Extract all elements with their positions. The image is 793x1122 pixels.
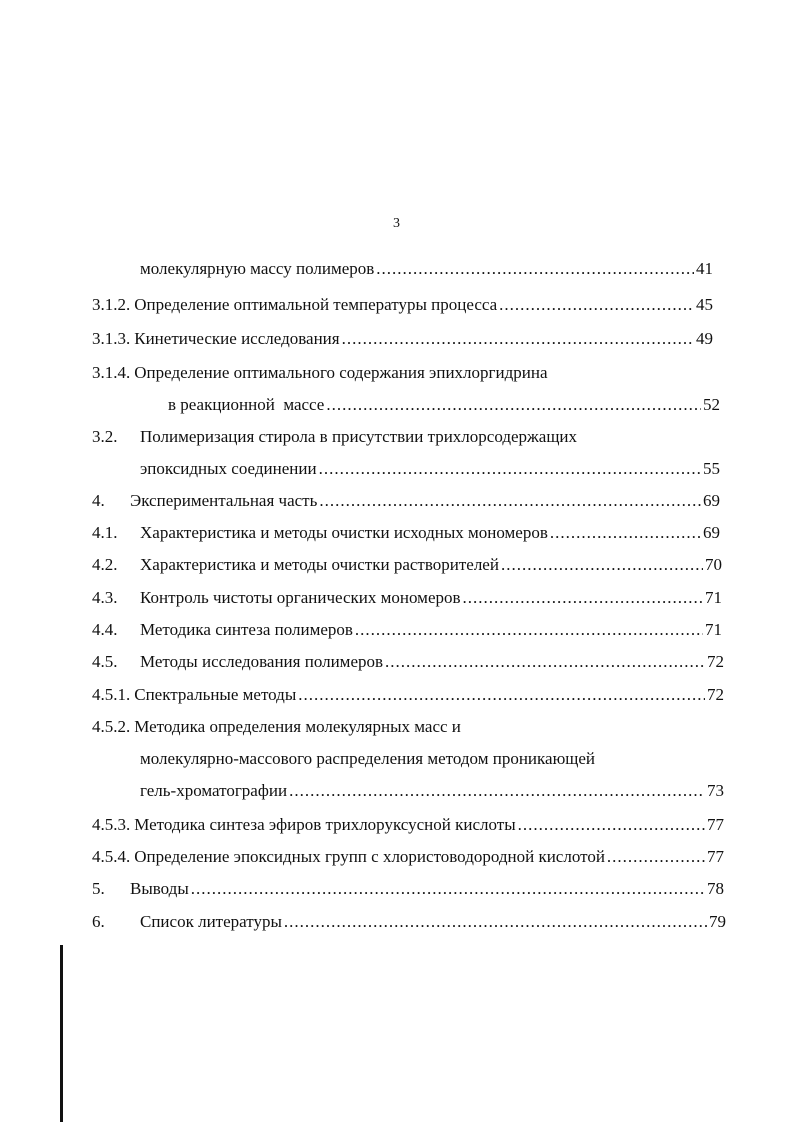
toc-text: Определение оптимального содержания эпихлоргидрина	[134, 363, 548, 382]
toc-page: 55	[703, 459, 720, 478]
toc-number: 4.5.2.	[92, 717, 131, 736]
toc-page: 49	[696, 329, 713, 348]
toc-line	[92, 522, 720, 544]
toc-page: 45	[696, 295, 713, 314]
toc-leader-dots	[342, 328, 694, 350]
toc-page: 71	[705, 588, 722, 607]
toc-leader-dots	[191, 878, 705, 900]
toc-number: 3.1.3.	[92, 329, 131, 348]
toc-leader-dots	[376, 258, 694, 280]
toc-text: Характеристика и методы очистки исходных мономеров	[140, 523, 548, 542]
toc-text: Спектральные методы	[134, 685, 297, 704]
toc-leader-dots	[501, 554, 703, 576]
toc-number: 4.	[92, 491, 105, 510]
toc-number: 5.	[92, 879, 105, 898]
toc-text: Экспериментальная часть	[130, 491, 318, 510]
toc-number: 4.4.	[92, 620, 118, 639]
toc-text: молекулярную массу полимеров	[140, 259, 375, 278]
toc-text: гель-хроматографии	[140, 781, 288, 800]
toc-leader-dots	[463, 587, 703, 609]
toc-leader-dots	[550, 522, 701, 544]
toc-line	[92, 426, 713, 448]
toc-number: 4.3.	[92, 588, 118, 607]
toc-text: Методы исследования полимеров	[140, 652, 384, 671]
toc-text: Контроль чистоты органических мономеров	[140, 588, 461, 607]
toc-line	[92, 490, 720, 512]
toc-page: 41	[696, 259, 713, 278]
toc-number: 3.1.2.	[92, 295, 131, 314]
toc-page: 69	[703, 491, 720, 510]
toc-text: Список литературы	[140, 912, 282, 931]
toc-text: в реакционной массе	[168, 395, 325, 414]
toc-line	[92, 651, 724, 673]
toc-page: 72	[707, 685, 724, 704]
toc-line	[140, 258, 713, 280]
toc-line	[140, 748, 724, 770]
toc-leader-dots	[284, 911, 707, 933]
toc-leader-dots	[385, 651, 705, 673]
toc-text: Характеристика и методы очистки растворителей	[140, 555, 499, 574]
toc-line	[92, 554, 722, 576]
toc-line	[168, 394, 720, 416]
toc-leader-dots	[326, 394, 701, 416]
toc-number: 4.5.3.	[92, 815, 131, 834]
toc-page: 72	[707, 652, 724, 671]
binding-margin-line	[60, 945, 63, 1122]
toc-page: 73	[707, 781, 724, 800]
toc-page: 70	[705, 555, 722, 574]
toc-number: 3.2.	[92, 427, 118, 446]
toc-leader-dots	[289, 780, 705, 802]
toc-page: 79	[709, 912, 726, 931]
toc-line	[92, 328, 713, 350]
toc-leader-dots	[607, 846, 705, 868]
toc-line	[140, 780, 724, 802]
toc-text: Методика синтеза эфиров трихлоруксусной кислоты	[134, 815, 516, 834]
toc-line	[92, 362, 713, 384]
toc-line	[92, 846, 724, 868]
toc-text: Полимеризация стирола в присутствии трихлорсодержащих	[140, 427, 578, 446]
toc-number: 4.1.	[92, 523, 118, 542]
toc-page: 78	[707, 879, 724, 898]
toc-page: 77	[707, 815, 724, 834]
toc-text: Определение эпоксидных групп с хлористоводородной кислотой	[134, 847, 605, 866]
toc-line	[92, 814, 724, 836]
toc-text: Методика синтеза полимеров	[140, 620, 353, 639]
toc-line	[92, 587, 722, 609]
toc-page: 69	[703, 523, 720, 542]
toc-text: Выводы	[130, 879, 189, 898]
toc-text: эпоксидных соединении	[140, 459, 317, 478]
toc-number: 4.5.4.	[92, 847, 131, 866]
toc-line	[92, 684, 724, 706]
toc-leader-dots	[319, 490, 701, 512]
toc-text: молекулярно-массового распределения методом проникающей	[140, 749, 596, 768]
toc-text: Кинетические исследования	[134, 329, 340, 348]
toc-page: 77	[707, 847, 724, 866]
toc-number: 4.5.1.	[92, 685, 131, 704]
toc-line	[92, 878, 724, 900]
toc-line	[140, 458, 720, 480]
toc-leader-dots	[298, 684, 705, 706]
toc-leader-dots	[518, 814, 705, 836]
toc-number: 4.5.	[92, 652, 118, 671]
toc-page: 71	[705, 620, 722, 639]
toc-text: Методика определения молекулярных масс и	[134, 717, 461, 736]
toc-line	[92, 911, 726, 933]
toc-number: 3.1.4.	[92, 363, 131, 382]
toc-line	[92, 716, 724, 738]
page-number: 3	[393, 216, 400, 231]
toc-line	[92, 294, 713, 316]
toc-leader-dots	[499, 294, 694, 316]
toc-text: Определение оптимальной температуры процесса	[134, 295, 498, 314]
toc-number: 6.	[92, 912, 105, 931]
toc-page: 52	[703, 395, 720, 414]
toc-leader-dots	[319, 458, 701, 480]
toc-number: 4.2.	[92, 555, 118, 574]
toc-line	[92, 619, 722, 641]
toc-leader-dots	[355, 619, 703, 641]
